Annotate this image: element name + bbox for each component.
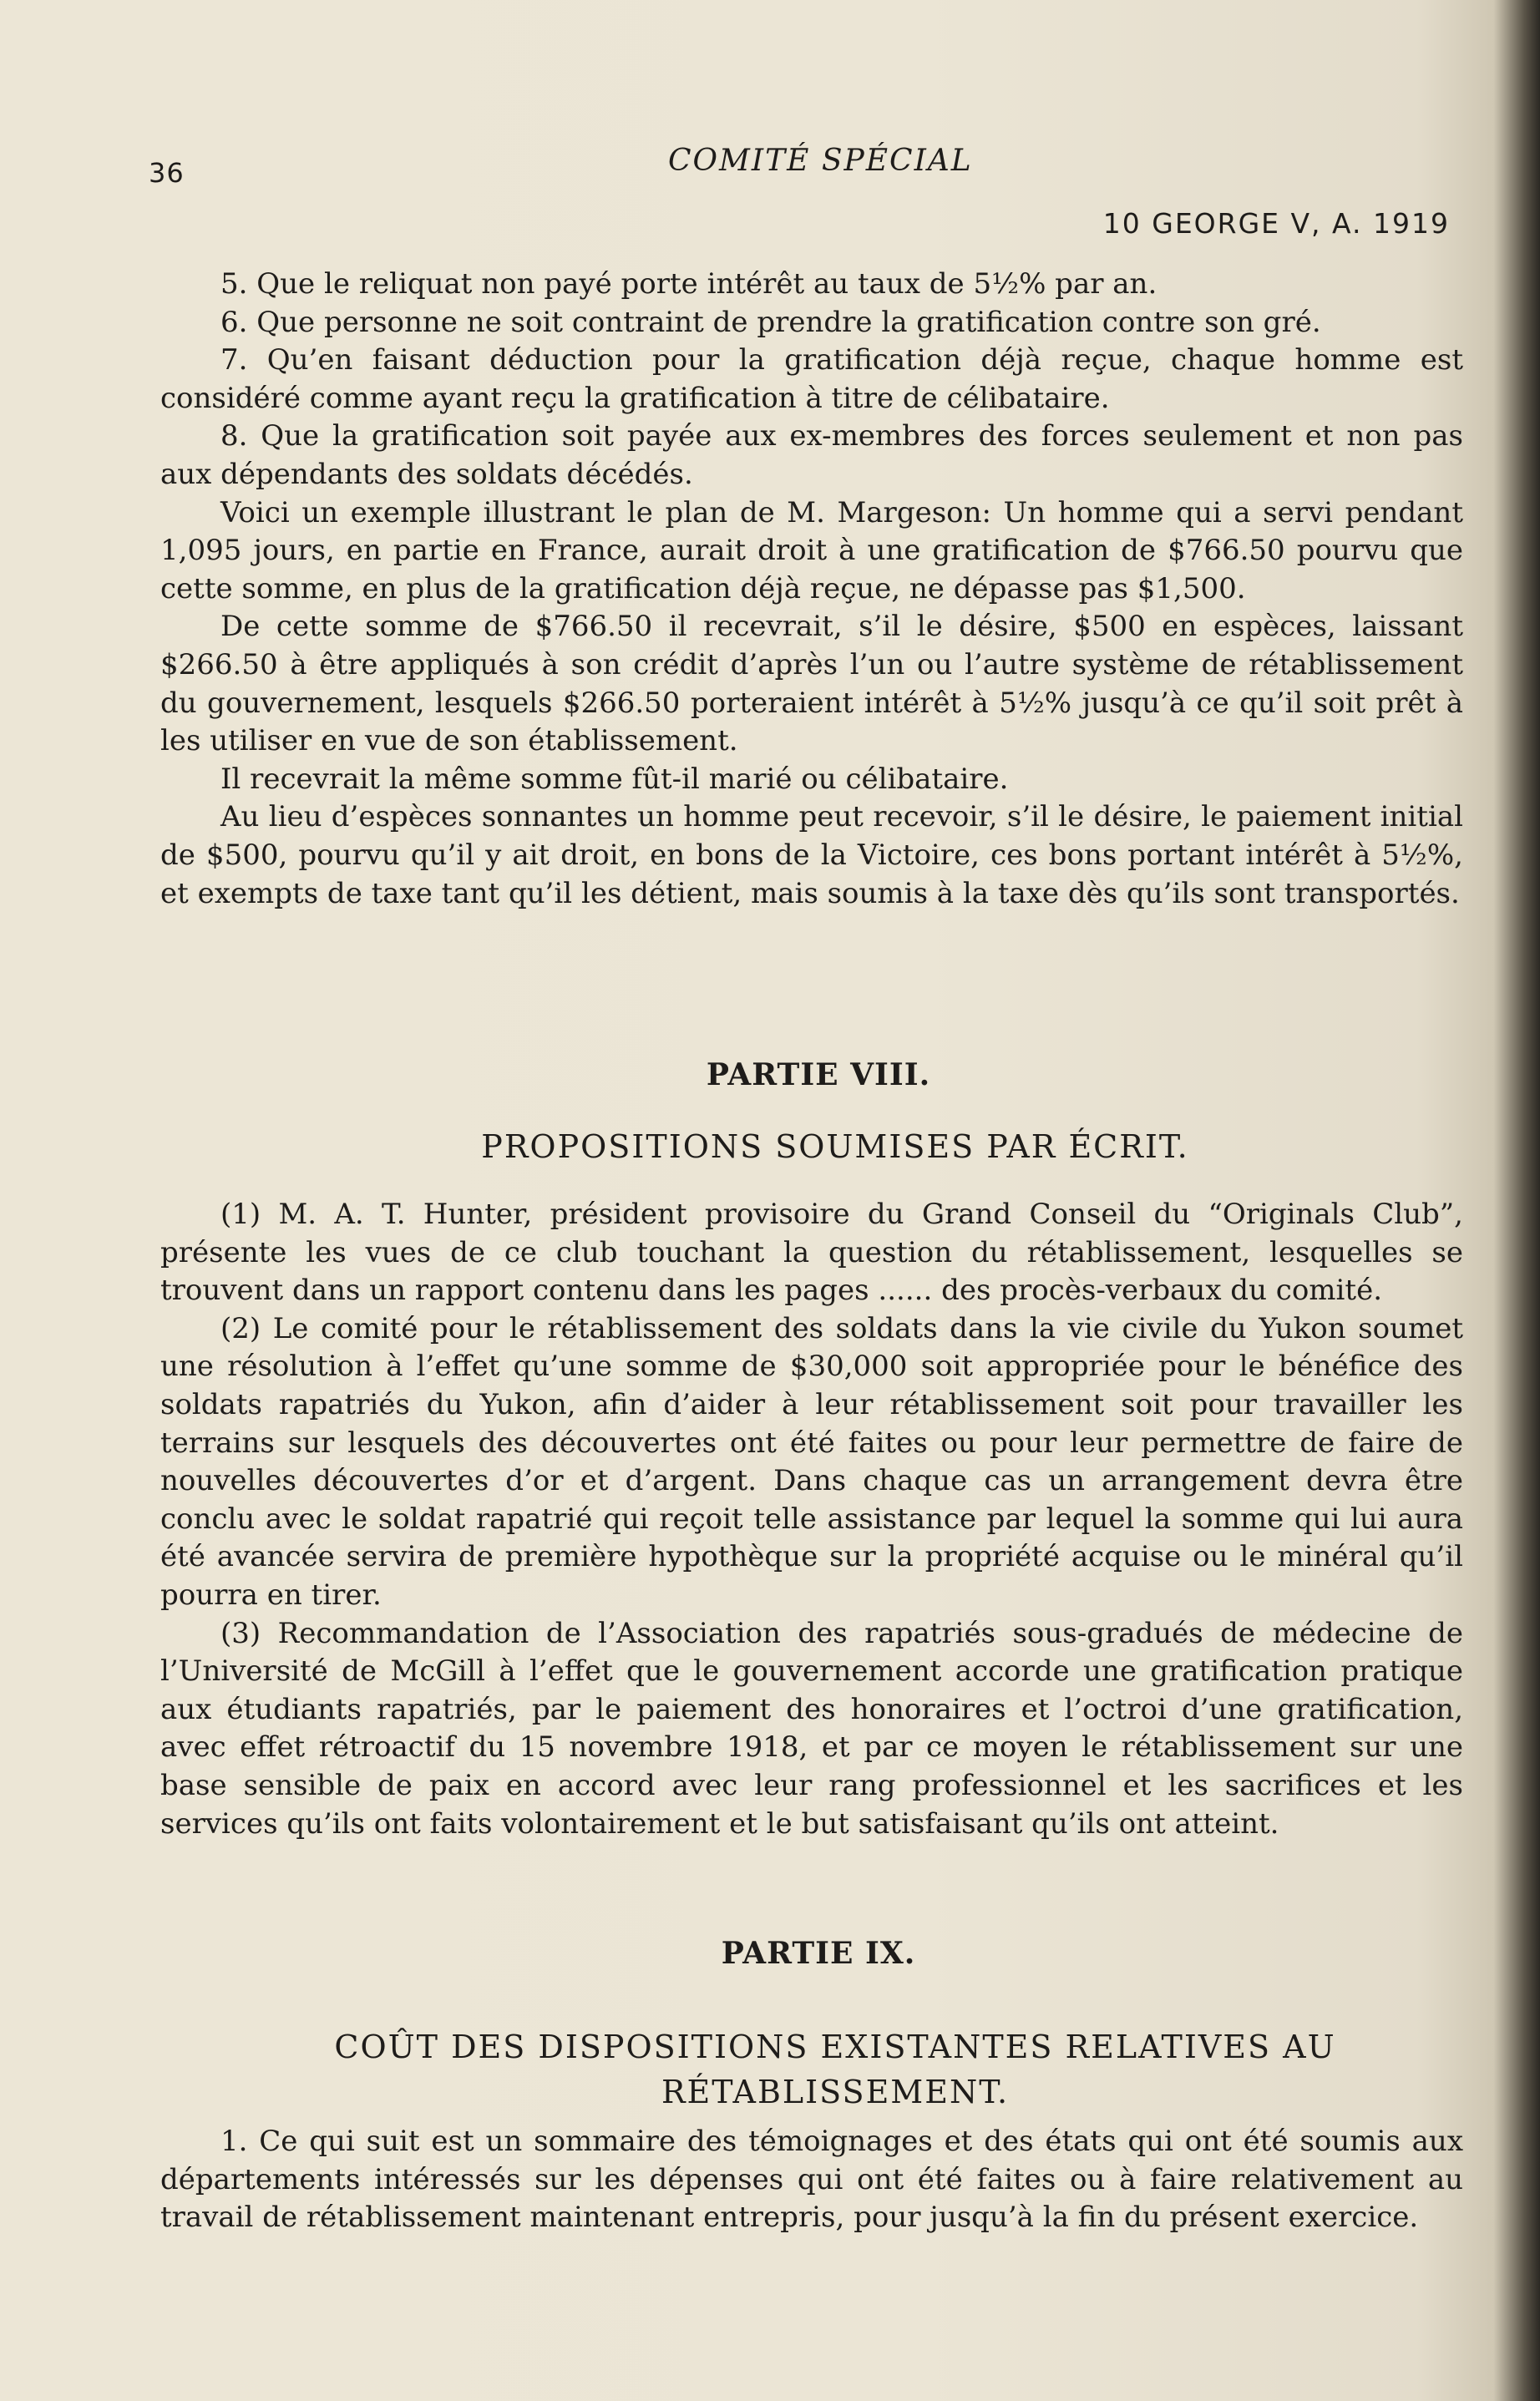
paragraph: 5. Que le reliquat non payé porte intérêt au taux de 5½% par an.	[220, 267, 1158, 301]
paragraph: 8. Que la gratification soit payée aux ex-membres des forces seulement et non pas aux dépendants des soldats décédés.	[160, 419, 1463, 491]
intro-text-block	[160, 266, 1463, 913]
part-viii-text-block	[160, 1196, 1463, 1843]
paragraph: (2) Le comité pour le rétablissement des soldats dans la vie civile du Yukon soumet une résolution à l’effet qu’une somme de $30,000 soit appropriée pour le bénéfice des soldats rapatriés du Yukon, afin d’aider à leur rétablissement soit pour travailler les terrains sur lesquels des découvertes ont été faites ou pour leur permettre de faire de nouvelles découvertes d’or et d’argent. Dans chaque cas un arrangement devra être conclu avec le soldat rapatrié qui reçoit telle assistance par lequel la somme qui lui aura été avancée servira de première hypothèque sur la propriété acquise ou le minéral qu’il pourra en tirer.	[160, 1311, 1463, 1612]
part-ix-title: COÛT DES DISPOSITIONS EXISTANTES RELATIVES AU RÉTABLISSEMENT.	[334, 2029, 1336, 2110]
part-ix-heading: PARTIE IX.	[721, 1936, 916, 1971]
running-title: COMITÉ SPÉCIAL	[668, 144, 973, 178]
paragraph: Voici un exemple illustrant le plan de M. Margeson: Un homme qui a servi pendant 1,095 jours, en partie en France, aurait droit à une gratification de $766.50 pourvu que cette somme, en plus de la gratification déjà reçue, ne dépasse pas $1,500.	[160, 495, 1463, 605]
page-number: 36	[149, 157, 185, 189]
paragraph: 1. Ce qui suit est un sommaire des témoignages et des états qui ont été soumis aux départements intéressés sur les dépenses qui ont été faites ou à faire relativement au travail de rétablissement maintenant entrepris, pour jusqu’à la fin du présent exercice.	[160, 2125, 1463, 2235]
paragraph: 6. Que personne ne soit contraint de prendre la gratification contre son gré.	[220, 305, 1321, 339]
part-ix-text-block	[160, 2123, 1463, 2237]
session-line: 10 GEORGE V, A. 1919	[1102, 207, 1450, 240]
paragraph: (3) Recommandation de l’Association des rapatriés sous-gradués de médecine de l’Université de McGill à l’effet que le gouvernement accorde une gratification pratique aux étudiants rapatriés, par le paiement des honoraires et l’octroi d’une gratification, avec effet rétroactif du 15 novembre 1918, et par ce moyen le rétablissement sur une base sensible de paix en accord avec leur rang professionnel et les sacrifices et les services qu’ils ont faits volontairement et le but satisfaisant qu’ils ont atteint.	[160, 1616, 1463, 1841]
paragraph: (1) M. A. T. Hunter, président provisoire du Grand Conseil du “Originals Club”, présente les vues de ce club touchant la question du rétablissement, lesquelles se trouvent dans un rapport contenu dans les pages ...... des procès-verbaux du comité.	[160, 1198, 1463, 1308]
part-viii-heading: PARTIE VIII.	[706, 1057, 931, 1092]
paragraph: 7. Qu’en faisant déduction pour la gratification déjà reçue, chaque homme est considéré comme ayant reçu la gratification à titre de célibataire.	[160, 343, 1463, 415]
paragraph: Au lieu d’espèces sonnantes un homme peut recevoir, s’il le désire, le paiement initial de $500, pourvu qu’il y ait droit, en bons de la Victoire, ces bons portant intérêt à 5½%, et exempts de taxe tant qu’il les détient, mais soumis à la taxe dès qu’ils sont transportés.	[160, 800, 1463, 910]
part-viii-title: PROPOSITIONS SOUMISES PAR ÉCRIT.	[481, 1128, 1189, 1165]
paragraph: De cette somme de $766.50 il recevrait, s’il le désire, $500 en espèces, laissant $266.50 à être appliqués à son crédit d’après l’un ou l’autre système de rétablissement du gouvernement, lesquels $266.50 porteraient intérêt à 5½% jusqu’à ce qu’il soit prêt à les utiliser en vue de son établissement.	[160, 610, 1463, 758]
paragraph: Il recevrait la même somme fût-il marié ou célibataire.	[220, 762, 1009, 796]
